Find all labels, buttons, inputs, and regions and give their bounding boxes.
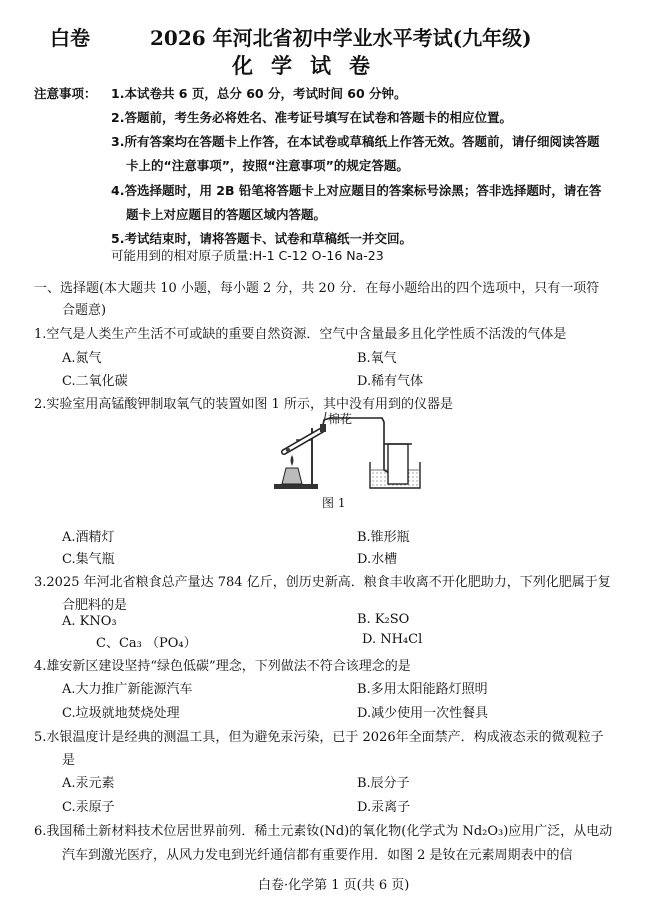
atomic-mass-line: 可能用到的相对原子质量:H-1 C-12 O-16 Na-23 [111,248,384,263]
q2-option-c: C.集气瓶 [62,552,115,567]
q5-option-c: C.汞原子 [62,800,115,815]
q4-option-b: B.多用太阳能路灯照明 [357,682,488,697]
q1-option-b: B.氧气 [357,351,397,366]
q1-option-c: C.二氧化碳 [62,374,128,389]
exam-subject: 化学试卷 [232,53,388,78]
notice-item: 题卡上对应题目的答题区域内答题。 [126,207,327,222]
question-2-stem: 2.实验室用高锰酸钾制取氧气的装置如图 1 所示，其中没有用到的仪器是 [34,397,453,412]
question-3-stem: 3.2025 年河北省粮食总产量达 784 亿斤，创历史新高．粮食丰收离不开化肥助力，下列化肥属于复 [34,575,611,590]
section-heading-cont: 合题意) [62,303,107,318]
notice-item: 卡上的“注意事项”，按照“注意事项”的规定答题。 [126,158,409,173]
figure-caption: 图 1 [322,496,346,510]
q3-option-d: D. NH₄Cl [362,632,423,647]
notice-item: 1.本试卷共 6 页，总分 60 分，考试时间 60 分钟。 [111,86,407,101]
exam-title: 2026 年河北省初中学业水平考试(九年级) [150,26,532,50]
q4-option-c: C.垃圾就地焚烧处理 [62,706,180,721]
question-6-stem: 6.我国稀土新材料技术位居世界前列．稀土元素钕(Nd)的氧化物(化学式为 Nd₂O₃)应用广泛，从电动 [34,824,613,839]
question-5-stem: 5.水银温度计是经典的测温工具，但为避免汞污染，已于 2026年全面禁产．构成液态汞的微观粒子 [34,730,604,745]
question-4-stem: 4.雄安新区建设坚持“绿色低碳”理念，下列做法不符合该理念的是 [34,659,411,674]
question-6-stem-cont: 汽车到激光医疗，从风力发电到光纤通信都有重要作用．如图 2 是钕在元素周期表中的信 [62,848,573,863]
q1-option-a: A.氮气 [62,351,102,366]
page-footer: 白卷·化学第 1 页(共 6 页) [258,878,410,893]
q2-option-b: B.锥形瓶 [357,530,410,545]
question-3-stem-cont: 合肥料的是 [62,598,128,613]
notice-item: 4.答选择题时，用 2B 铅笔将答题卡上对应题目的答案标号涂黑；答非选择题时，请在答 [111,183,602,198]
q3-option-b: B. K₂SO [357,612,410,627]
question-5-stem-cont: 是 [62,753,76,768]
notice-item: 2.答题前，考生务必将姓名、准考证号填写在试卷和答题卡的相应位置。 [111,110,512,125]
q2-option-d: D.水槽 [357,552,398,567]
q4-option-d: D.减少使用一次性餐具 [357,706,489,721]
question-1-stem: 1.空气是人类生产生活不可或缺的重要自然资源．空气中含量最多且化学性质不活泼的气体是 [34,327,567,342]
q1-option-d: D.稀有气体 [357,374,424,389]
paper-tag: 白卷 [50,26,90,50]
q3-option-c: C、Ca₃ （PO₄） [96,636,197,651]
section-heading: 一、选择题(本大题共 10 小题，每小题 2 分，共 20 分．在每小题给出的四个选项中，只有一项符 [34,281,600,296]
q5-option-b: B.辰分子 [357,776,410,791]
q4-option-a: A.大力推广新能源汽车 [62,682,193,697]
q2-option-a: A.酒精灯 [62,530,115,545]
q3-option-a: A. KNO₃ [62,614,117,629]
figure-cotton-label: 棉花 [328,412,353,426]
q5-option-a: A.汞元素 [62,776,115,791]
notice-item: 3.所有答案均在答题卡上作答，在本试卷或草稿纸上作答无效。答题前，请仔细阅读答题 [111,134,600,149]
notice-item: 5.考试结束时，请将答题卡、试卷和草稿纸一并交回。 [111,231,412,246]
q5-option-d: D.汞离子 [357,800,411,815]
notice-label: 注意事项： [34,86,97,101]
